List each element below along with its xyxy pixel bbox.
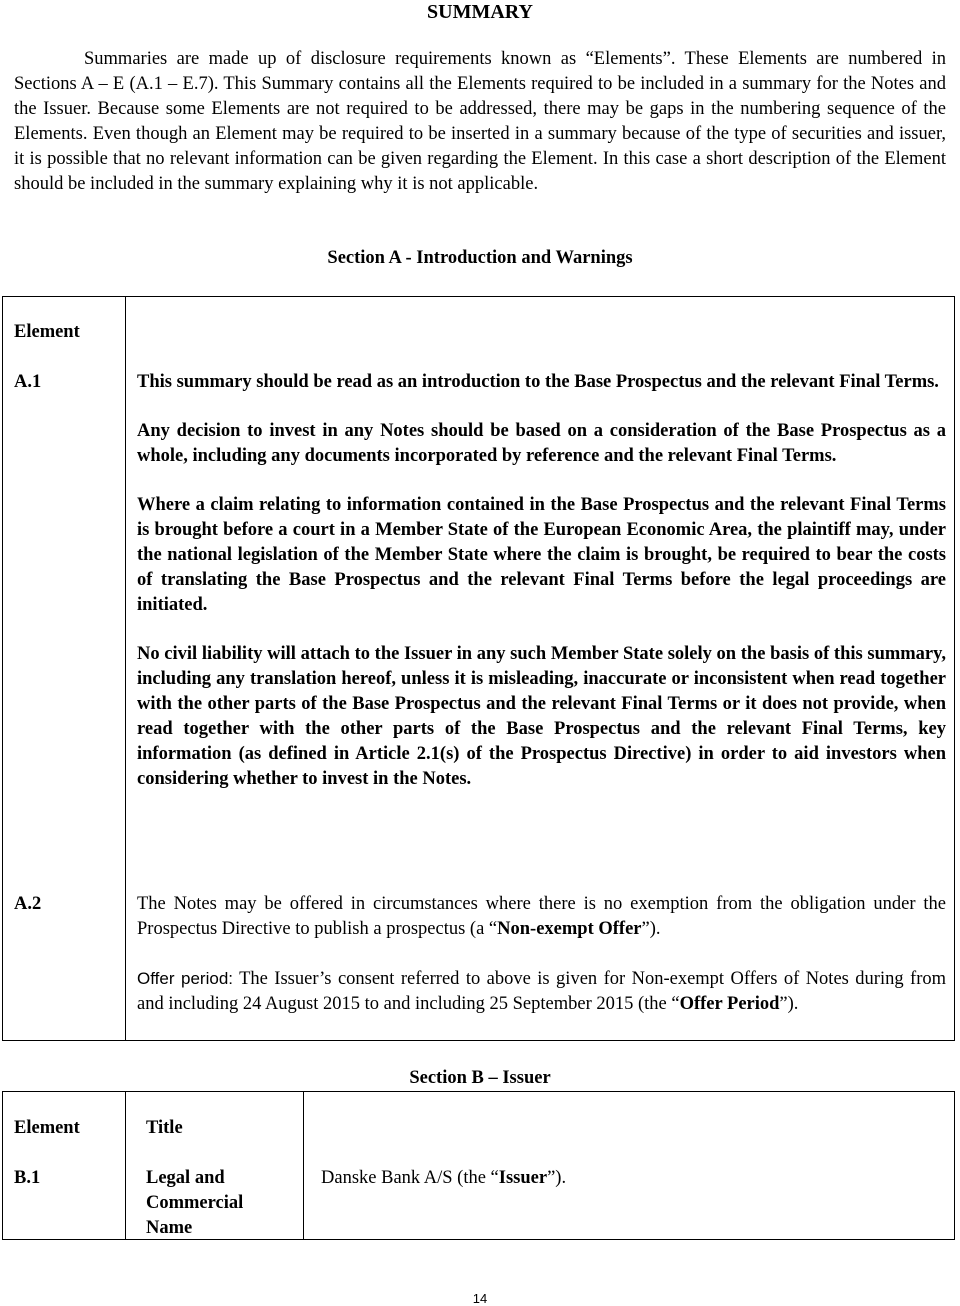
element-column-header: Element	[14, 322, 80, 342]
column-divider	[125, 297, 126, 1040]
page-number: 14	[472, 1291, 488, 1306]
a1-paragraph: This summary should be read as an introduction to the Base Prospectus and the relevant Final Terms.	[137, 372, 939, 392]
title-column-header: Title	[146, 1118, 183, 1138]
section-b-heading: Section B – Issuer	[409, 1068, 551, 1088]
page-title: SUMMARY	[427, 1, 533, 23]
a2-paragraph-1: The Notes may be offered in circumstances where there is no exemption from the obligation under the Prospectus Directive to publish a prospectus (a “Non-exempt Offer”).	[137, 894, 946, 939]
section-b-table	[2, 1091, 955, 1240]
offer-period-label: Offer period:	[137, 969, 233, 988]
element-id-b1: B.1	[14, 1168, 41, 1188]
element-id-a2: A.2	[14, 894, 42, 914]
element-b1-title: Legal and Commercial Name	[146, 1168, 244, 1238]
column-divider	[303, 1092, 304, 1239]
section-a-heading: Section A - Introduction and Warnings	[327, 248, 633, 268]
defined-term: Offer Period	[679, 994, 780, 1014]
column-divider	[125, 1092, 126, 1239]
a2-paragraph-2: Offer period: The Issuer’s consent referred to above is given for Non-exempt Offers of Notes during from and including 24 August 2015 to and including 25 September 2015 (the “Offer Period”).	[137, 969, 946, 1014]
element-column-header: Element	[14, 1118, 80, 1138]
a1-paragraph: Any decision to invest in any Notes should be based on a consideration of the Base Prospectus as a whole, including any documents incorporated by reference and the relevant Final Terms.	[137, 421, 946, 466]
a1-paragraph: No civil liability will attach to the Issuer in any such Member State solely on the basis of this summary, including any translation hereof, unless it is misleading, inaccurate or inconsistent when read together with the other parts of the Base Prospectus and the relevant Final Terms or it does not provide, when read together with the other parts of the Base Prospectus and the relevant Final Terms, key information (as defined in Article 2.1(s) of the Prospectus Directive) in order to aid investors when considering whether to invest in the Notes.	[137, 644, 946, 789]
intro-paragraph: Summaries are made up of disclosure requirements known as “Elements”. These Elements are numbered in Sections A – E (A.1 – E.7). This Summary contains all the Elements required to be included in a summary for the Notes and the Issuer. Because some Elements are not required to be addressed, there may be gaps in the numbering sequence of the Elements. Even though an Element may be required to be inserted in a summary because of the type of securities and issuer, it is possible that no relevant information can be given regarding the Element. In this case a short description of the Element should be included in the summary explaining why it is not applicable.	[14, 49, 946, 194]
element-id-a1: A.1	[14, 372, 42, 392]
defined-term: Issuer	[498, 1168, 548, 1188]
element-a2-text	[137, 892, 946, 1041]
defined-term: Non-exempt Offer	[497, 919, 642, 939]
element-b1-text: Danske Bank A/S (the “Issuer”).	[321, 1168, 567, 1188]
section-a-table	[2, 296, 955, 1041]
a1-paragraph: Where a claim relating to information contained in the Base Prospectus and the relevant Final Terms is brought before a court in a Member State of the European Economic Area, the plaintiff may, under the national legislation of the Member State where the claim is brought, be required to bear the costs of translating the Base Prospectus and the relevant Final Terms before the legal proceedings are initiated.	[137, 495, 946, 615]
element-a1-text	[137, 370, 946, 816]
